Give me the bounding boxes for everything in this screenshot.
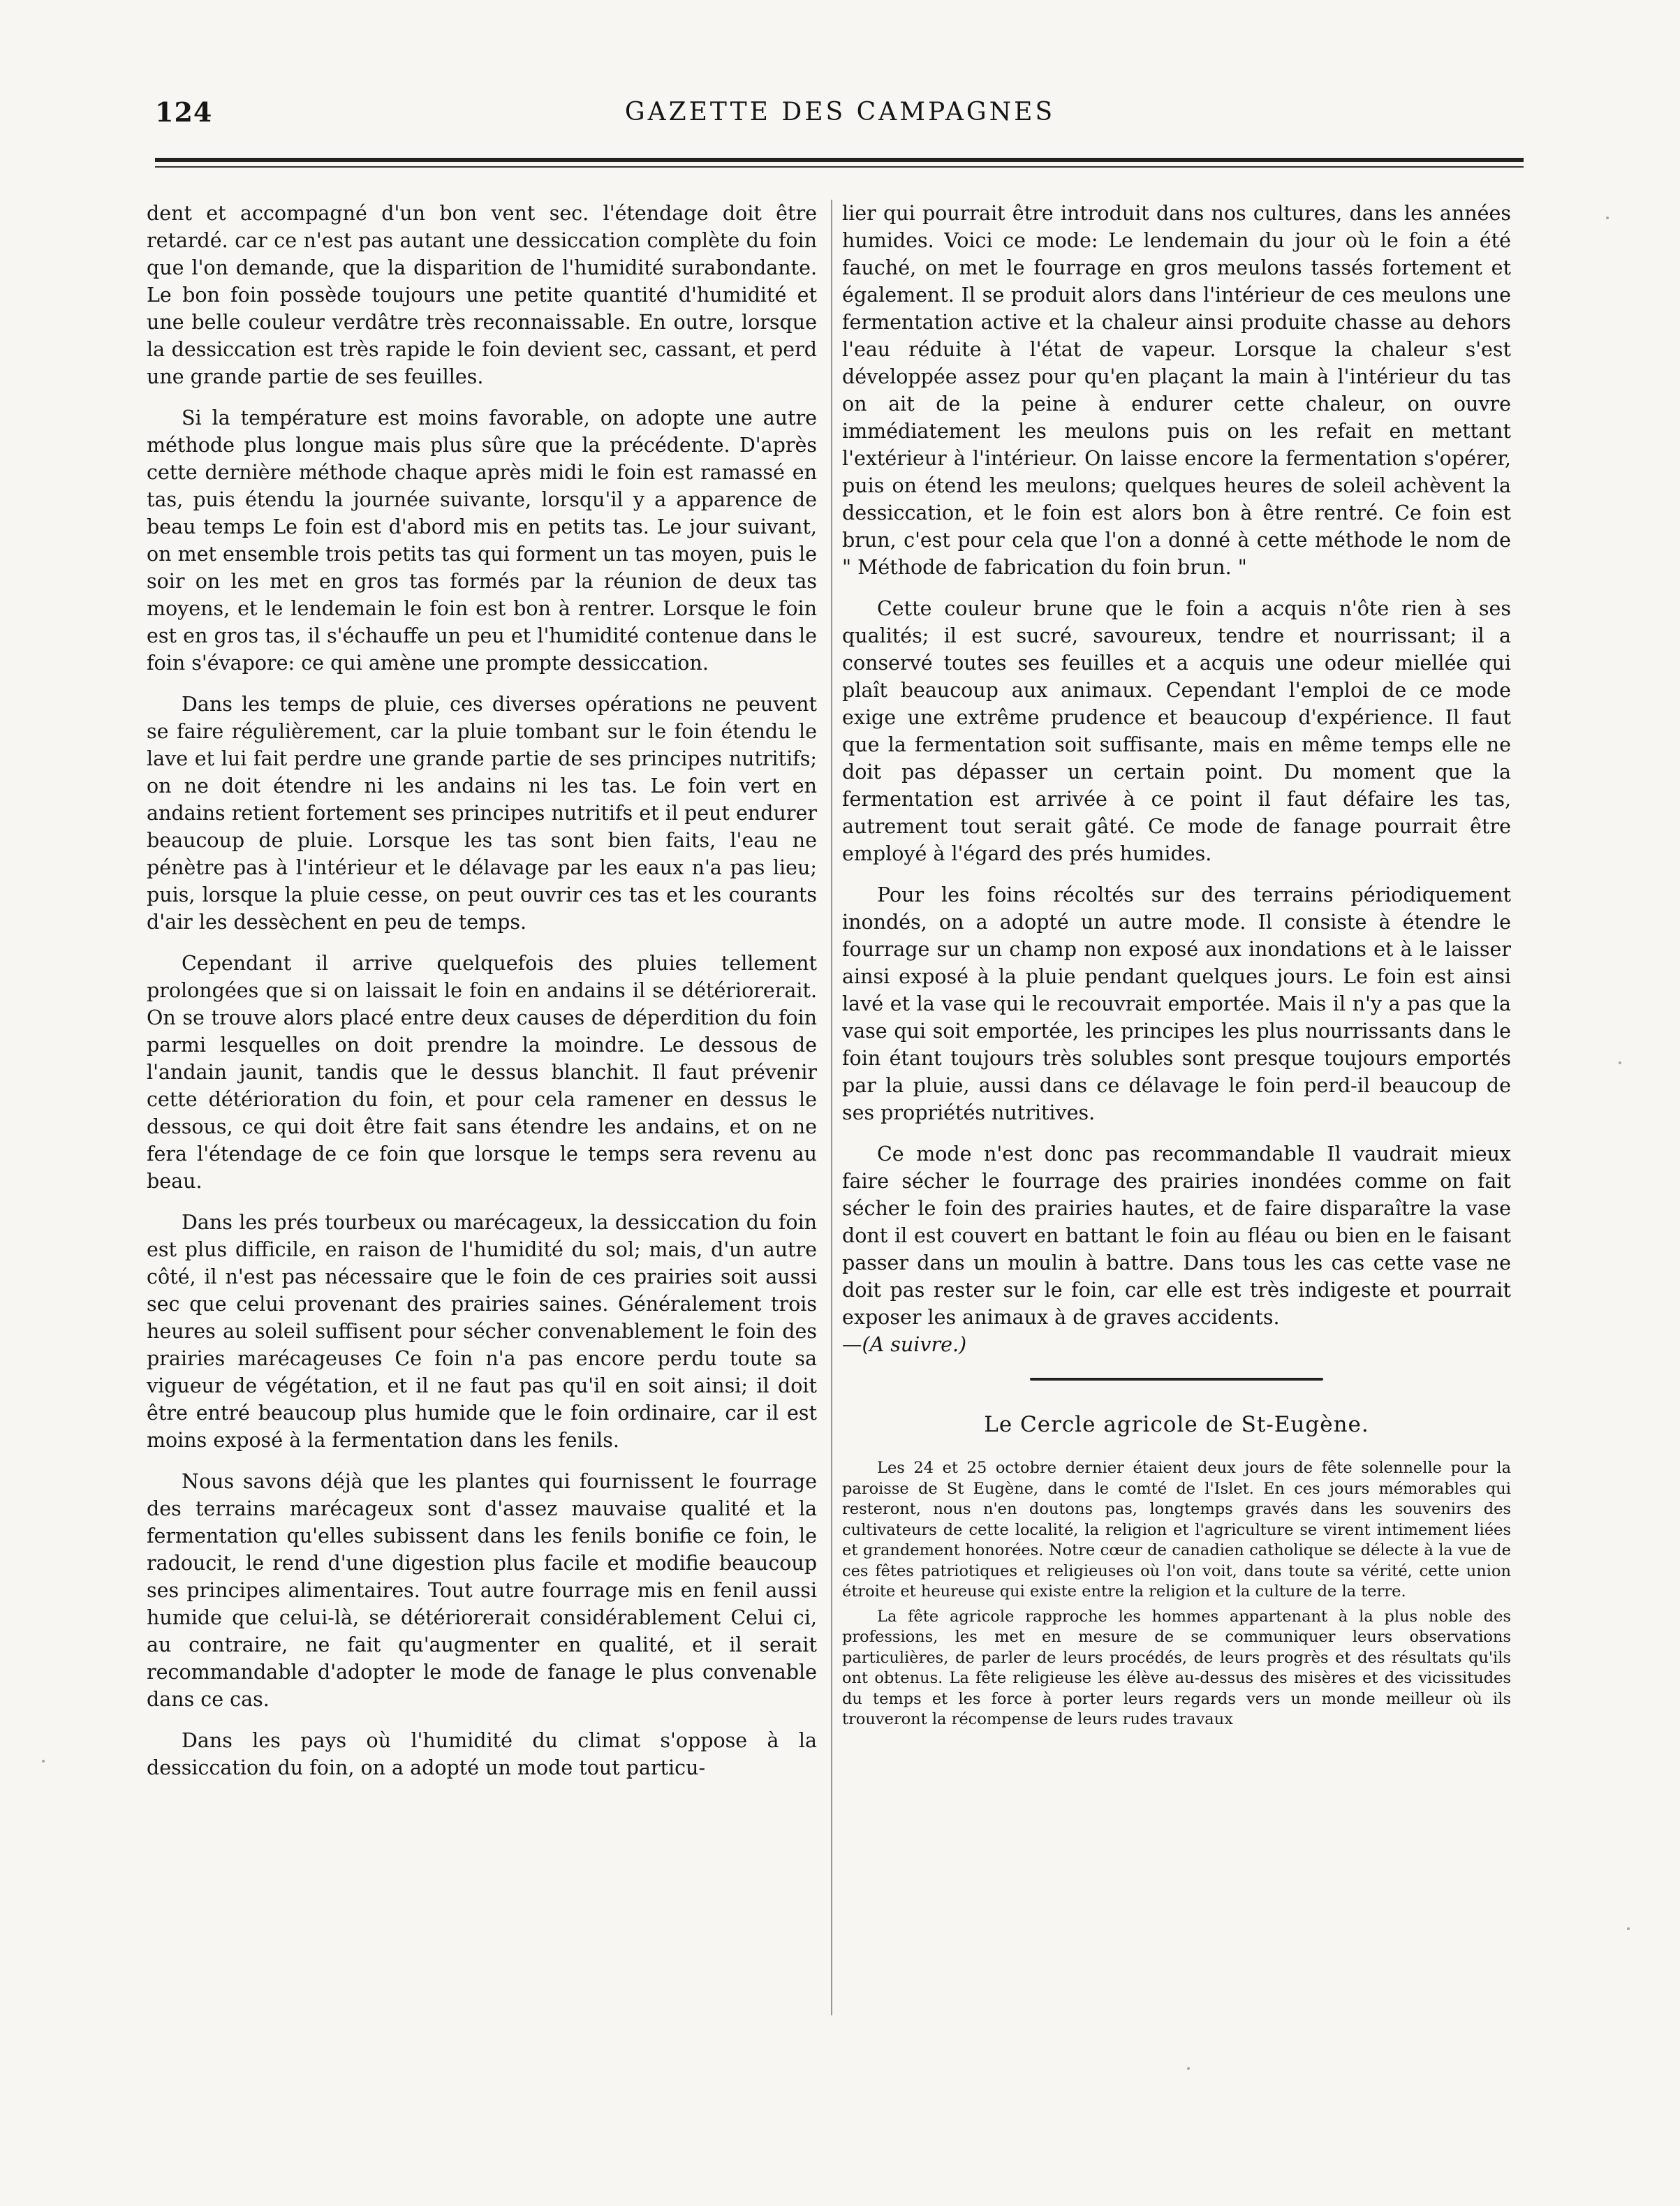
- page-number: 124: [155, 96, 213, 128]
- header-rule-thin: [155, 166, 1524, 168]
- paragraph: Cette couleur brune que le foin a acquis n'ôte rien à ses qualités; il est sucré, savoureux, tendre et nourrissant; il a conservé toutes ses feuilles et a acquis une odeur miellée qui plaît beaucoup aux animaux. Cependant l'emploi de ce mode exige une extrême prudence et beaucoup d'expérience. Il faut que la fermentation soit suffisante, mais en même temps elle ne doit pas dépasser un certain point. Du moment que la fermentation est arrivée à ce point il faut défaire les tas, autrement tout serait gâté. Ce mode de fanage pourrait être employé à l'égard des prés humides.: [842, 597, 1511, 865]
- right-column: [842, 200, 1511, 1735]
- left-column: [147, 200, 817, 1795]
- paragraph: Dans les prés tourbeux ou marécageux, la dessiccation du foin est plus difficile, en raison de l'humidité du sol; mais, d'un autre côté, il n'est pas nécessaire que le foin de ces prairies soit aussi sec que celui provenant des prairies saines. Généralement trois heures au soleil suffisent pour sécher convenablement le foin des prairies marécageuses Ce foin n'a pas encore perdu toute sa vigueur de végétation, et il ne faut pas qu'il en soit ainsi; il doit être entré beaucoup plus humide que le foin ordinaire, car il est moins exposé à la fermentation dans les fenils.: [147, 1211, 817, 1452]
- paragraph: Dans les pays où l'humidité du climat s'oppose à la dessiccation du foin, on a adopté un mode tout particu-: [147, 1729, 817, 1779]
- scan-speck: [1627, 1927, 1630, 1930]
- paragraph: Pour les foins récoltés sur des terrains périodiquement inondés, on a adopté un autre mode. Il consiste à étendre le fourrage sur un champ non exposé aux inondations et à le laisser ainsi exposé à la pluie pendant quelques jours. Le foin est ainsi lavé et la vase qui le recouvrait emportée. Mais il n'y a pas que la vase qui soit emportée, les principes les plus nourrissants dans le foin étant toujours très solubles sont presque toujours emportés par la pluie, aussi dans ce délavage le foin perd-il beaucoup de ses propriétés nutritives.: [842, 883, 1511, 1124]
- paragraph: dent et accompagné d'un bon vent sec. l'étendage doit être retardé. car ce n'est pas autant une dessiccation complète du foin que l'on demande, que la disparition de l'humidité surabondante. Le bon foin possède toujours une petite quantité d'humidité et une belle couleur verdâtre très reconnaissable. En outre, lorsque la dessiccation est très rapide le foin devient sec, cassant, et perd une grande partie de ses feuilles.: [147, 202, 817, 388]
- paragraph: Dans les temps de pluie, ces diverses opérations ne peuvent se faire régulièrement, car la pluie tombant sur le foin étendu le lave et lui fait perdre une grande partie de ses principes nutritifs; on ne doit étendre ni les andains ni les tas. Le foin vert en andains retient fortement ses principes nutritifs et il peut endurer beaucoup de pluie. Lorsque les tas sont bien faits, l'eau ne pénètre pas à l'intérieur et le délavage par les eaux n'a pas lieu; puis, lorsque la pluie cesse, on peut ouvrir ces tas et les courants d'air les dessèchent en peu de temps.: [147, 693, 817, 934]
- running-head-title: GAZETTE DES CAMPAGNES: [624, 98, 1056, 126]
- column-divider: [831, 200, 832, 2015]
- section-heading: Le Cercle agricole de St-Eugène.: [984, 1412, 1369, 1437]
- header-rule: [155, 158, 1524, 162]
- to-be-continued: —(A suivre.): [842, 1333, 967, 1356]
- paragraph: Les 24 et 25 octobre dernier étaient deux jours de fête solennelle pour la paroisse de St Eugène, dans le comté de l'Islet. En ces jours mémorables qui resteront, nous n'en doutons pas, longtemps gravés dans les souvenirs des cultivateurs de cette localité, la religion et l'agriculture se virent intimement liées et grandement honorées. Notre cœur de canadien catholique se délecte à la vue de ces fêtes patriotiques et religieuses où l'on voit, dans toute sa vérité, cette union étroite et heureuse qui existe entre la religion et la culture de la terre.: [842, 1459, 1511, 1601]
- paragraph: Nous savons déjà que les plantes qui fournissent le fourrage des terrains marécageux sont d'assez mauvaise qualité et la fermentation qu'elles subissent dans les fenils bonifie ce foin, le radoucit, le rend d'une digestion plus facile et modifie beaucoup ses principes alimentaires. Tout autre fourrage mis en fenil aussi humide que celui-là, se détériorerait considérablement Celui ci, au contraire, ne fait qu'augmenter en qualité, et il serait recommandable d'adopter le mode de fanage le plus convenable dans ce cas.: [147, 1470, 817, 1711]
- scan-speck: [42, 1760, 45, 1763]
- scan-speck: [1606, 216, 1609, 219]
- paragraph: La fête agricole rapproche les hommes appartenant à la plus noble des professions, les met en mesure de se communiquer leurs observations particulières, de parler de leurs procédés, de leurs progrès et des résultats qu'ils ont obtenus. La fête religieuse les élève au-dessus des misères et des vicissitudes du temps et les force à porter leurs regards vers un monde meilleur où ils trouveront la récompense de leurs rudes travaux: [842, 1607, 1511, 1728]
- paragraph: Cependant il arrive quelquefois des pluies tellement prolongées que si on laissait le foin en andains il se détériorerait. On se trouve alors placé entre deux causes de déperdition du foin parmi lesquelles on doit prendre la moindre. Le dessous de l'andain jaunit, tandis que le dessus blanchit. Il faut prévenir cette détérioration du foin, et pour cela ramener en dessus le dessous, ce qui doit être fait sans étendre les andains, et on ne fera l'étendage de ce foin que lorsque le temps sera revenu au beau.: [147, 952, 817, 1193]
- scan-speck: [1619, 1061, 1621, 1064]
- section-separator: [1030, 1378, 1323, 1381]
- paragraph: Ce mode n'est donc pas recommandable Il vaudrait mieux faire sécher le fourrage des prairies inondées comme on fait sécher le foin des prairies hautes, et de faire disparaître la vase dont il est couvert en battant le foin au fléau ou bien en le faisant passer dans un moulin à battre. Dans tous les cas cette vase ne doit pas rester sur le foin, car elle est très indigeste et pourrait exposer les animaux à de graves accidents.: [842, 1142, 1511, 1329]
- scan-speck: [1187, 2067, 1190, 2070]
- paragraph: Si la température est moins favorable, on adopte une autre méthode plus longue mais plus sûre que la précédente. D'après cette dernière méthode chaque après midi le foin est ramassé en tas, puis étendu la journée suivante, lorsqu'il y a apparence de beau temps Le foin est d'abord mis en petits tas. Le jour suivant, on met ensemble trois petits tas qui forment un tas moyen, puis le soir on les met en gros tas formés par la réunion de deux tas moyens, et le lendemain le foin est bon à rentrer. Lorsque le foin est en gros tas, il s'échauffe un peu et l'humidité contenue dans le foin s'évapore: ce qui amène une prompte dessiccation.: [147, 406, 817, 675]
- paragraph: lier qui pourrait être introduit dans nos cultures, dans les années humides. Voici ce mode: Le lendemain du jour où le foin a été fauché, on met le fourrage en gros meulons tassés fortement et également. Il se produit alors dans l'intérieur de ces meulons une fermentation active et la chaleur ainsi produite chasse au dehors l'eau réduite à l'état de vapeur. Lorsque la chaleur s'est développée assez pour qu'en plaçant la main à l'intérieur du tas on ait de la peine à endurer cette chaleur, on ouvre immédiatement les meulons puis on les refait en mettant l'extérieur à l'intérieur. On laisse encore la fermentation s'opérer, puis on étend les meulons; quelques heures de soleil achèvent la dessiccation, et le foin est alors bon à être rentré. Ce foin est brun, c'est pour cela que l'on a donné à cette méthode le nom de " Méthode de fabrication du foin brun. ": [842, 202, 1511, 579]
